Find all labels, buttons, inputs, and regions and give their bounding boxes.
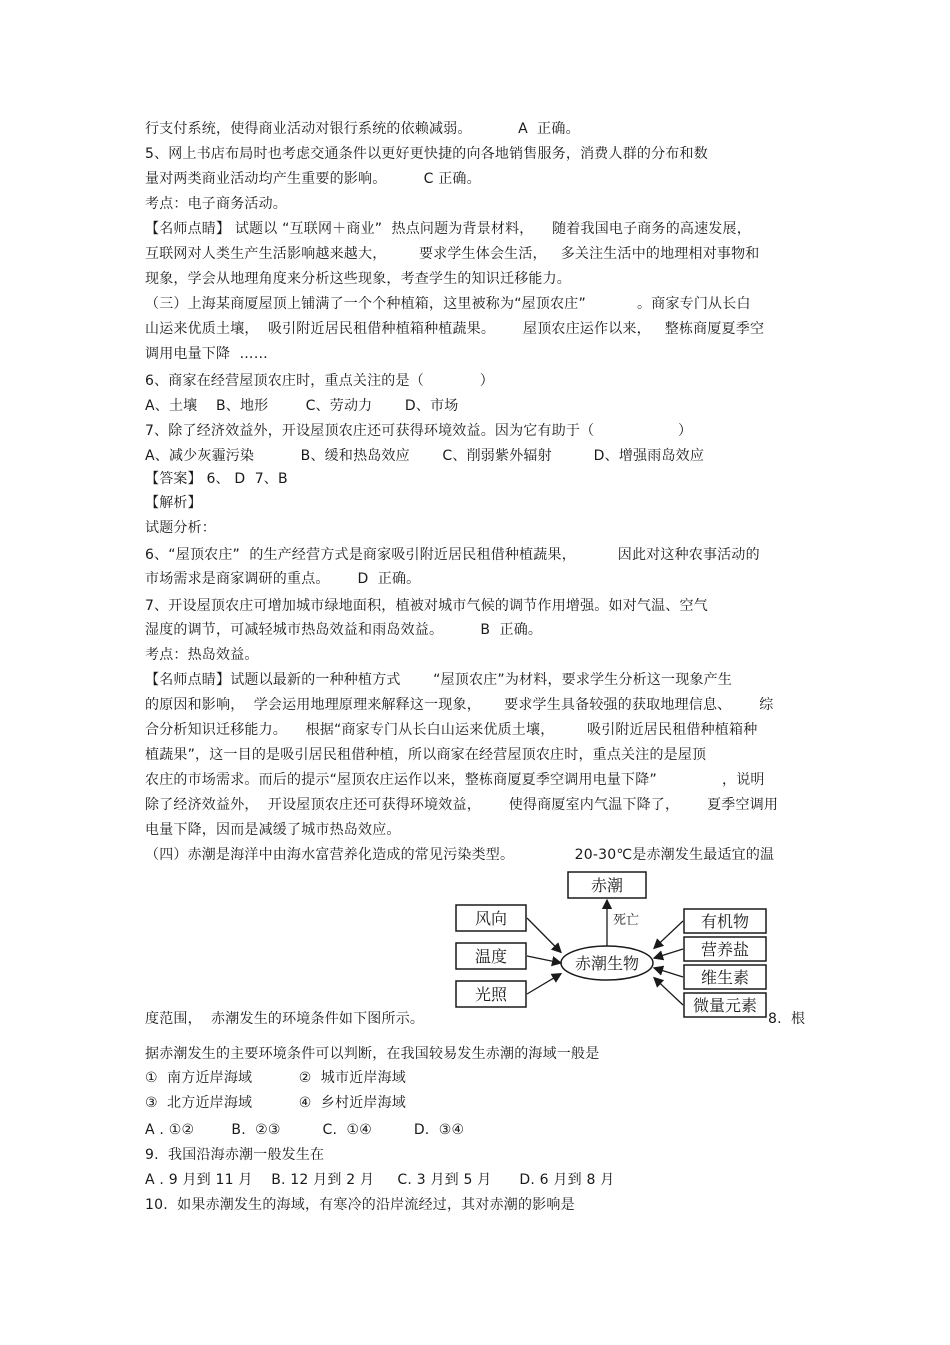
text-line: 调用电量下降 …… bbox=[145, 346, 268, 362]
diagram-caption-line: 度范围， 赤潮发生的环境条件如下图所示。 bbox=[145, 1011, 425, 1027]
death-label: 死亡 bbox=[613, 913, 640, 928]
text-line: 7、除了经济效益外，开设屋顶农庄还可获得环境效益。因为它有助于（ ） bbox=[145, 423, 693, 439]
arrow-right bbox=[654, 968, 683, 977]
question-8-start: 8. 根 bbox=[768, 1011, 806, 1027]
factor-label-right: 营养盐 bbox=[700, 940, 750, 959]
text-line: 农庄的市场需求。而后的提示“屋顶农庄运作以来，整栋商厦夏季空调用电量下降” ，说明 bbox=[145, 772, 765, 788]
question-line: ③ 北方近岸海域 ④ 乡村近岸海域 bbox=[145, 1095, 407, 1111]
text-line: A、减少灰霾污染 B、缓和热岛效应 C、削弱紫外辐射 D、增强雨岛效应 bbox=[145, 448, 705, 464]
question-line: ① 南方近岸海域 ② 城市近岸海域 bbox=[145, 1070, 407, 1086]
text-line: 的原因和影响， 学会运用地理原理来解释这一现象， 要求学生具备较强的获取地理信息、 综 bbox=[145, 697, 774, 713]
text-line: 考点：热岛效益。 bbox=[145, 647, 259, 663]
center-label: 赤潮生物 bbox=[574, 954, 640, 973]
question-line: A . 9 月到 11 月 B. 12 月到 2 月 C. 3 月到 5 月 D. 6 月到 8 月 bbox=[145, 1172, 615, 1188]
text-line: （三）上海某商厦屋顶上铺满了一个个种植箱，这里被称为“屋顶农庄” 。商家专门从长白 bbox=[145, 296, 751, 312]
text-line: 合分析知识迁移能力。 根据“商家专门从长白山运来优质土壤， 吸引附近居民租借种植箱种 bbox=[145, 722, 758, 738]
text-line: 5、网上书店布局时也考虑交通条件以更好更快捷的向各地销售服务，消费人群的分布和数 bbox=[145, 146, 708, 162]
text-line: 考点：电子商务活动。 bbox=[145, 196, 287, 212]
factor-label-right: 维生素 bbox=[700, 968, 750, 987]
text-line: （四）赤潮是海洋中由海水富营养化造成的常见污染类型。 20-30℃是赤潮发生最适宜的温 bbox=[145, 847, 775, 863]
factor-label-left: 光照 bbox=[474, 985, 508, 1004]
text-line: 7、开设屋顶农庄可增加城市绿地面积，植被对城市气候的调节作用增强。如对气温、空气 bbox=[145, 598, 708, 614]
question-line: A . ①② B. ②③ C. ①④ D. ③④ bbox=[145, 1122, 465, 1138]
arrow-right bbox=[654, 921, 683, 948]
text-line: 互联网对人类生产生活影响越来越大， 要求学生体会生活， 多关注生活中的地理相对事物和 bbox=[145, 246, 760, 262]
text-line: A、土壤 B、地形 C、劳动力 D、市场 bbox=[145, 398, 459, 414]
text-line: 市场需求是商家调研的重点。 D 正确。 bbox=[145, 571, 421, 587]
text-line: 6、“屋顶农庄” 的生产经营方式是商家吸引附近居民租借种植蔬果， 因此对这种农事活动的 bbox=[145, 547, 760, 563]
text-line: 电量下降，因而是减缓了城市热岛效应。 bbox=[145, 822, 401, 838]
text-line: 湿度的调节，可减轻城市热岛效益和雨岛效益。 B 正确。 bbox=[145, 622, 543, 638]
arrow-right bbox=[654, 978, 683, 1005]
factor-label-left: 风向 bbox=[474, 909, 508, 928]
text-line: 量对两类商业活动均产生重要的影响。 C 正确。 bbox=[145, 171, 481, 187]
text-line: 【名师点睛】试题以最新的一种种植方式 “屋顶农庄”为材料，要求学生分析这一现象产生 bbox=[145, 672, 733, 688]
factor-label-right: 有机物 bbox=[700, 912, 750, 931]
question-line: 9. 我国沿海赤潮一般发生在 bbox=[145, 1147, 325, 1163]
arrow-left bbox=[527, 918, 561, 952]
text-line: 山运来优质土壤， 吸引附近居民租借种植箱种植蔬果。 屋顶农庄运作以来， 整栋商厦夏季空 bbox=[145, 321, 765, 337]
text-line: 现象，学会从地理角度来分析这些现象，考查学生的知识迁移能力。 bbox=[145, 271, 571, 287]
red-tide-diagram bbox=[440, 868, 780, 1028]
text-line: 除了经济效益外， 开设屋顶农庄还可获得环境效益， 使得商厦室内气温下降了， 夏季空调用 bbox=[145, 797, 779, 813]
question-line: 10. 如果赤潮发生的海域，有寒冷的沿岸流经过，其对赤潮的影响是 bbox=[145, 1197, 575, 1213]
arrow-left bbox=[527, 956, 561, 963]
text-line: 【解析】 bbox=[145, 495, 202, 511]
factor-label-left: 温度 bbox=[474, 947, 508, 966]
arrow-right bbox=[654, 949, 683, 958]
text-line: 【答案】 6、 D 7、B bbox=[145, 471, 288, 487]
question-line: 据赤潮发生的主要环境条件可以判断，在我国较易发生赤潮的海域一般是 bbox=[145, 1046, 600, 1062]
text-line: 【名师点睛】 试题以 “互联网＋商业” 热点问题为背景材料， 随着我国电子商务的高速发展， bbox=[145, 221, 751, 237]
text-line: 试题分析： bbox=[145, 520, 216, 536]
text-line: 植蔬果”，这一目的是吸引居民租借种植，所以商家在经营屋顶农庄时，重点关注的是屋顶 bbox=[145, 747, 707, 763]
top-box-label: 赤潮 bbox=[590, 876, 624, 895]
text-line: 行支付系统，使得商业活动对银行系统的依赖减弱。 A 正确。 bbox=[145, 121, 580, 137]
factor-label-right: 微量元素 bbox=[692, 996, 758, 1015]
arrow-left bbox=[527, 974, 561, 994]
text-line: 6、商家在经营屋顶农庄时，重点关注的是（ ） bbox=[145, 373, 494, 389]
